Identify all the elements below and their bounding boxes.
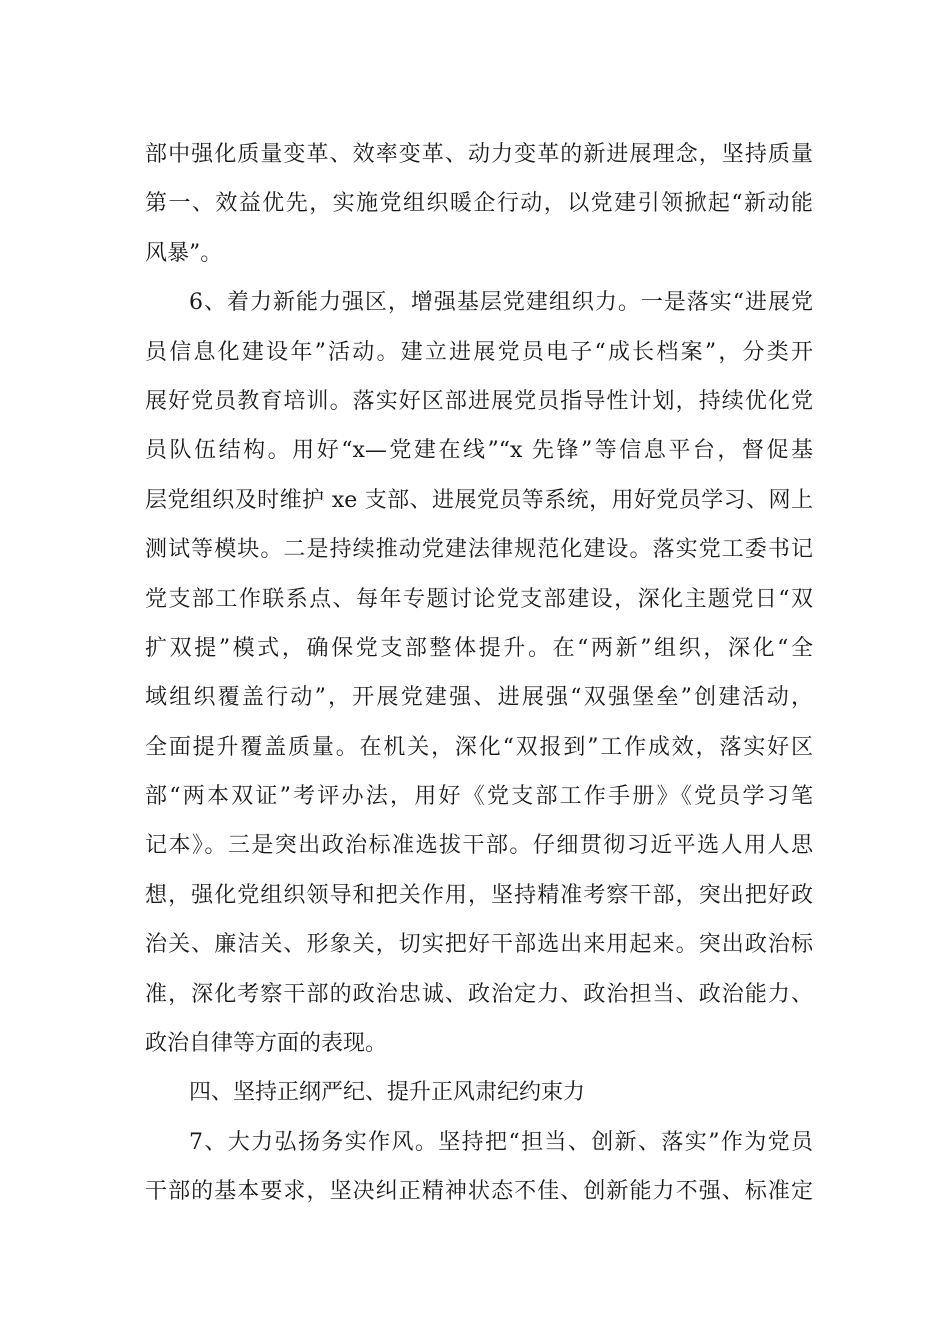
text-line: 展好党员教育培训。落实好区部进展党员指导性计划，持续优化党 — [145, 388, 813, 414]
text-line: 治关、廉洁关、形象关，切实把好干部选出来用起来。突出政治标 — [145, 932, 813, 958]
section-heading: 四、坚持正纲严纪、提升正风肃纪约束力 — [189, 1080, 586, 1106]
text-line: 想，强化党组织领导和把关作用，坚持精准考察干部，突出把好政 — [145, 882, 813, 908]
text-line: 记本》。三是突出政治标准选拔干部。仔细贯彻习近平选人用人思 — [145, 833, 813, 859]
paragraph-start-line: 7、大力弘扬务实作风。坚持把“担当、创新、落实”作为党员 — [189, 1129, 813, 1155]
text-line: 干部的基本要求，坚决纠正精神状态不佳、创新能力不强、标准定 — [145, 1179, 813, 1205]
text-line: 准，深化考察干部的政治忠诚、政治定力、政治担当、政治能力、 — [145, 981, 813, 1007]
text-line: 员队伍结构。用好“x—党建在线”“x 先锋”等信息平台，督促基 — [145, 438, 813, 464]
text-line: 测试等模块。二是持续推动党建法律规范化建设。落实党工委书记 — [145, 537, 813, 563]
text-line: 部中强化质量变革、效率变革、动力变革的新进展理念，坚持质量 — [145, 142, 813, 167]
paragraph-start-line: 6、着力新能力强区，增强基层党建组织力。一是落实“进展党 — [189, 290, 813, 316]
text-line: 全面提升覆盖质量。在机关，深化“双报到”工作成效，落实好区 — [145, 734, 813, 760]
text-line: 部“两本双证”考评办法，用好《党支部工作手册》《党员学习笔 — [145, 784, 813, 810]
text-line: 风暴”。 — [145, 240, 223, 266]
text-line: 扩双提”模式，确保党支部整体提升。在“两新”组织，深化“全 — [145, 635, 813, 661]
text-line: 政治自律等方面的表现。 — [145, 1031, 388, 1057]
text-line: 第一、效益优先，实施党组织暖企行动，以党建引领掀起“新动能 — [145, 191, 813, 217]
text-line: 域组织覆盖行动”，开展党建强、进展强“双强堡垒”创建活动， — [145, 685, 813, 711]
text-line: 员信息化建设年”活动。建立进展党员电子“成长档案”，分类开 — [145, 339, 813, 365]
document-body — [145, 130, 813, 1217]
text-line: 党支部工作联系点、每年专题讨论党支部建设，深化主题党日“双 — [145, 586, 813, 612]
text-line: 层党组织及时维护 xe 支部、进展党员等系统，用好党员学习、网上 — [145, 487, 813, 513]
